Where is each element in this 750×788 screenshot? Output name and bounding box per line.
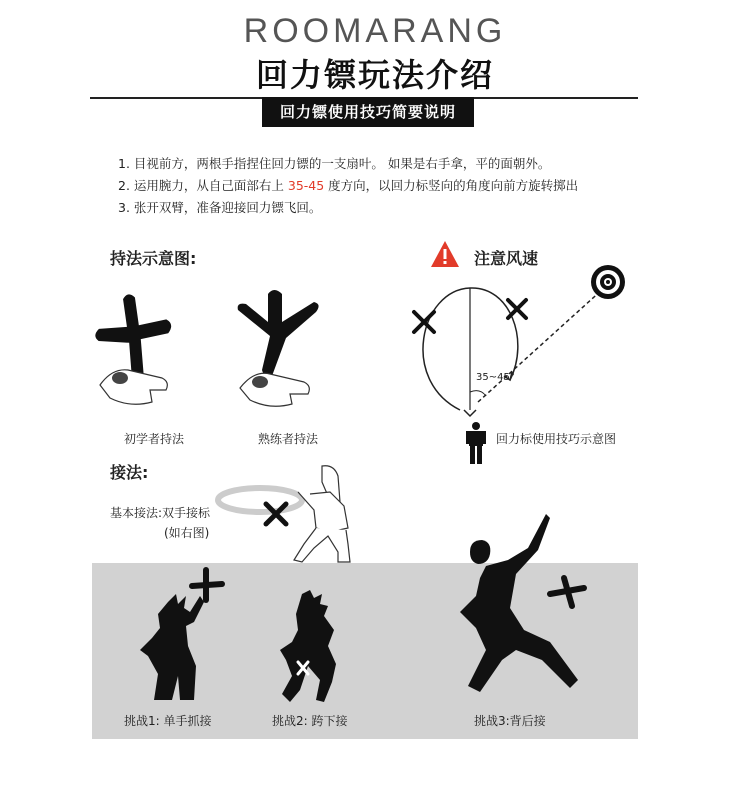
instruction-line-1: 1. 目视前方，两根手指捏住回力镖的一支扇叶。 如果是右手拿，平的面朝外。 bbox=[118, 156, 551, 171]
diagram-caption: 回力标使用技巧示意图 bbox=[496, 432, 617, 446]
page-title: 回力镖玩法介绍 bbox=[255, 56, 494, 94]
beginner-grip-illustration bbox=[90, 290, 200, 410]
angle-highlight: 35-45 bbox=[287, 178, 325, 193]
instruction-line-2-post: 度方向，以回力标竖向的角度向前方旋转掷出 bbox=[324, 178, 579, 193]
subtitle-badge: 回力镖使用技巧简要说明 bbox=[262, 97, 474, 127]
target-icon bbox=[590, 264, 626, 300]
expert-grip-illustration bbox=[226, 290, 336, 410]
expert-grip-caption: 熟练者持法 bbox=[258, 432, 319, 446]
challenge-1-caption: 挑战1: 单手抓接 bbox=[124, 714, 212, 728]
x-mark-left bbox=[414, 312, 434, 332]
person-icon bbox=[465, 422, 487, 464]
one-hand-catch-silhouette bbox=[138, 566, 228, 706]
instruction-line-2-pre: 2. 运用腕力，从自己面部右上 bbox=[118, 178, 288, 193]
instruction-line-3: 3. 张开双臂，准备迎接回力镖飞回。 bbox=[118, 200, 322, 215]
two-hand-catch-illustration bbox=[210, 462, 370, 566]
boomerang-icon bbox=[238, 290, 319, 376]
beginner-grip-caption: 初学者持法 bbox=[124, 432, 185, 446]
challenge-3-caption: 挑战3:背后接 bbox=[474, 714, 546, 728]
wind-warning-text: 注意风速 bbox=[474, 249, 539, 268]
x-mark-right bbox=[508, 300, 526, 318]
boomerang-icon bbox=[90, 289, 177, 382]
under-leg-catch-silhouette bbox=[278, 590, 358, 706]
challenge-2-caption: 挑战2: 跨下接 bbox=[272, 714, 348, 728]
basic-catch-line-1: 基本接法:双手接标 bbox=[110, 506, 211, 520]
boomerang-icon bbox=[550, 578, 584, 606]
instruction-line-2 bbox=[118, 176, 578, 194]
brand-name: ROOMARANG bbox=[243, 12, 507, 50]
boomerang-icon bbox=[192, 570, 222, 600]
behind-back-catch-silhouette bbox=[446, 510, 596, 700]
angle-label: 35~45° bbox=[476, 372, 515, 383]
grip-heading: 持法示意图: bbox=[110, 249, 197, 268]
basic-catch-line-2: (如右图) bbox=[164, 526, 210, 540]
catch-heading: 接法: bbox=[110, 463, 149, 482]
